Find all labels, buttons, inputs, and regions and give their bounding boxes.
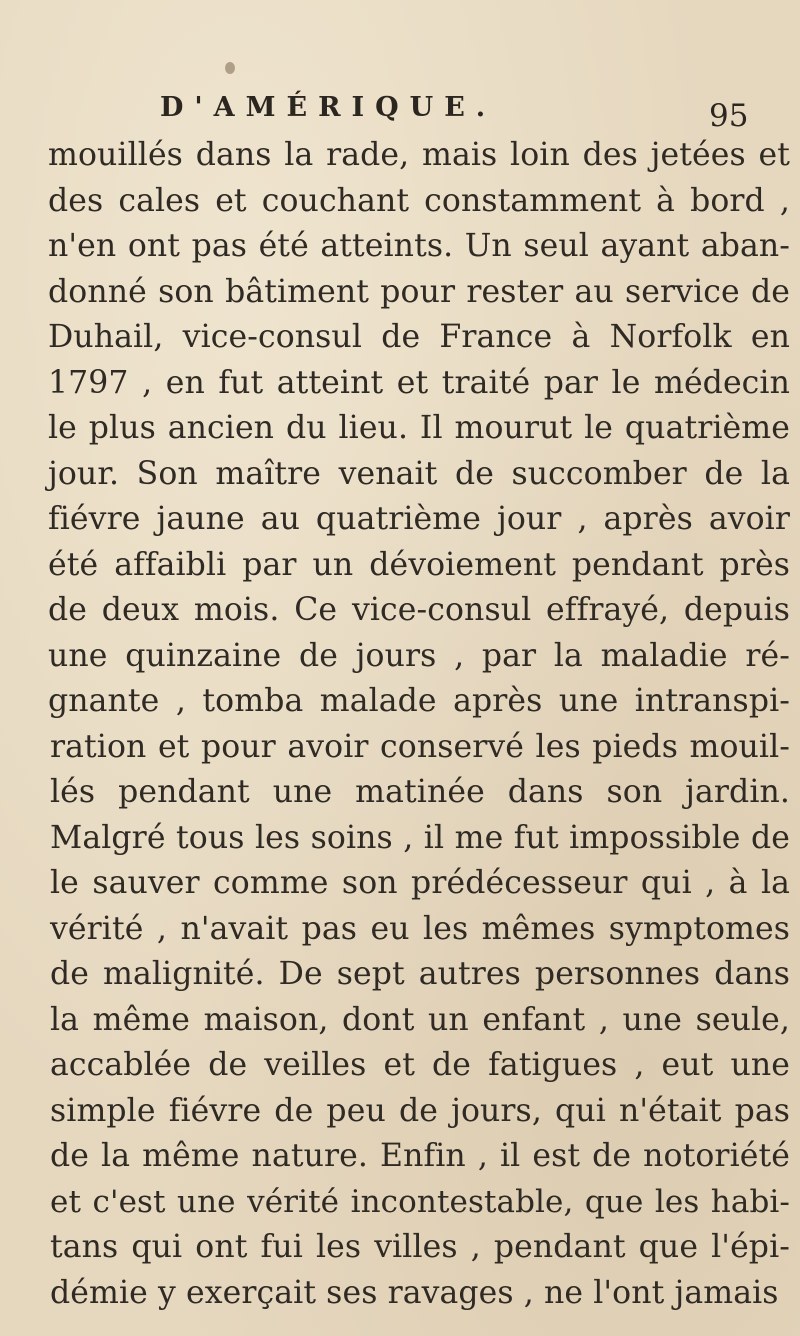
text-line: de malignité. De sept autres personnes dans: [50, 956, 790, 992]
running-head: D'AMÉRIQUE.: [160, 92, 497, 123]
text-line: mouillés dans la rade, mais loin des jetées et: [48, 137, 790, 173]
text-line: gnante , tomba malade après une intranspi-: [48, 683, 790, 719]
text-line: le plus ancien du lieu. Il mourut le quatrième: [48, 410, 790, 446]
text-line: démie y exerçait ses ravages , ne l'ont jamais: [50, 1274, 779, 1311]
text-line: tans qui ont fui les villes , pendant que l'épi-: [50, 1229, 790, 1265]
ink-spot-decoration: [225, 62, 235, 74]
text-line: une quinzaine de jours , par la maladie ré-: [48, 637, 790, 674]
text-line: de la même nature. Enfin , il est de notoriété: [50, 1138, 790, 1174]
text-line: simple fiévre de peu de jours, qui n'était pas: [50, 1092, 790, 1129]
text-line: n'en ont pas été atteints. Un seul ayant aban-: [48, 228, 790, 264]
page-number: 95: [709, 98, 749, 134]
text-line: Duhail, vice-consul de France à Norfolk en: [48, 319, 790, 355]
text-line: fiévre jaune au quatrième jour , après avoir: [48, 501, 790, 537]
text-line: vérité , n'avait pas eu les mêmes symptomes: [50, 910, 790, 947]
text-line: donné son bâtiment pour rester au service de: [48, 273, 790, 310]
text-line: 1797 , en fut atteint et traité par le médecin: [48, 364, 790, 401]
body-text: [48, 133, 790, 1316]
text-line: lés pendant une matinée dans son jardin.: [50, 774, 790, 810]
text-line: jour. Son maître venait de succomber de la: [48, 455, 790, 492]
text-line: ration et pour avoir conservé les pieds mouil-: [50, 728, 790, 765]
text-line: de deux mois. Ce vice-consul effrayé, depuis: [48, 592, 790, 628]
text-line: été affaibli par un dévoiement pendant près: [48, 546, 790, 583]
text-line: Malgré tous les soins , il me fut impossible de: [50, 819, 790, 856]
text-line: des cales et couchant constamment à bord ,: [48, 182, 790, 219]
text-line: la même maison, dont un enfant , une seule,: [50, 1001, 790, 1038]
text-line: accablée de veilles et de fatigues , eut une: [50, 1047, 790, 1083]
text-line: le sauver comme son prédécesseur qui , à la: [50, 865, 790, 901]
text-line: et c'est une vérité incontestable, que les habi-: [50, 1183, 790, 1220]
